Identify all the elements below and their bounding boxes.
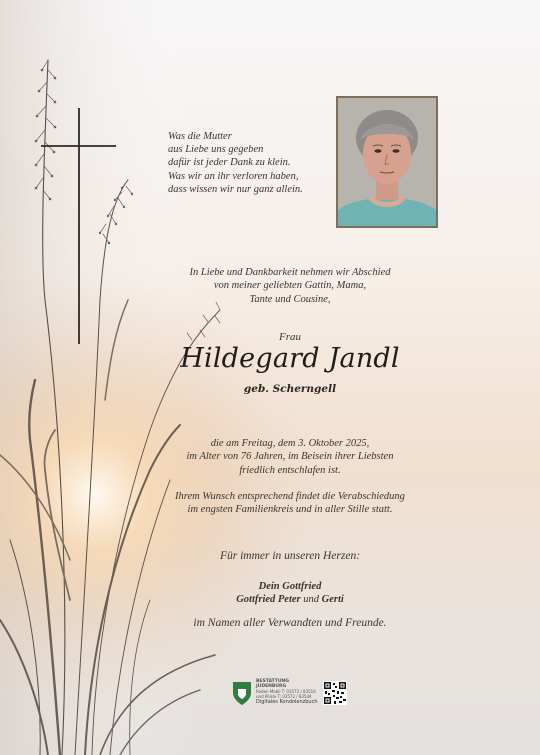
title-prefix: Frau	[279, 331, 301, 343]
portrait-image	[338, 98, 436, 226]
funeral-home-phone-1: Roden Mobil T: 03572 / 83516	[256, 689, 316, 694]
death-line: friedlich entschlafen ist.	[239, 464, 341, 476]
poem	[168, 130, 338, 196]
death-line: im Alter von 76 Jahren, im Beisein ihrer Liebsten	[186, 451, 394, 463]
farewell-line: im engsten Familienkreis und in aller Stille statt.	[187, 504, 393, 516]
intro-line: Tante und Cousine,	[249, 293, 331, 305]
signatures	[120, 580, 460, 607]
farewell-line: Ihrem Wunsch entsprechend findet die Verabschiedung	[175, 491, 405, 502]
qr-code-icon[interactable]	[323, 681, 347, 705]
relatives-line: im Namen aller Verwandten und Freunde.	[193, 617, 387, 629]
condolence-book-link[interactable]: Digitales Kondolenzbuch	[256, 699, 318, 705]
intro-text	[120, 266, 460, 306]
poem-line: dass wissen wir nur ganz allein.	[168, 183, 303, 195]
portrait-photo	[336, 96, 438, 228]
signature-name-a: Gottfried Peter	[236, 594, 301, 606]
birth-name: geb. Scherngell	[243, 383, 337, 395]
funeral-home-info	[256, 679, 320, 705]
signature-and: und	[303, 594, 320, 606]
death-notice	[120, 437, 460, 477]
poem-line: dafür ist jeder Dank zu klein.	[168, 157, 291, 169]
poem-line: Was die Mutter	[168, 131, 232, 142]
forever-heading: Für immer in unseren Herzen:	[219, 550, 361, 562]
signature-line-1: Dein Gottfried	[258, 581, 322, 592]
poem-line: aus Liebe uns gegeben	[168, 144, 264, 156]
death-line: die am Freitag, dem 3. Oktober 2025,	[210, 438, 370, 449]
intro-line: von meiner geliebten Gattin, Mama,	[213, 280, 367, 292]
poem-line: Was wir an ihr verloren haben,	[168, 170, 299, 182]
funeral-home-name: BESTATTUNG JUDENBURG	[256, 679, 289, 689]
funeral-home-phone-2: und Pölsle T: 03572 / 83544	[256, 694, 312, 699]
intro-line: In Liebe und Dankbarkeit nehmen wir Abschied	[189, 267, 391, 278]
farewell-info	[120, 490, 460, 517]
signature-name-b: Gerti	[321, 594, 344, 606]
deceased-name: Hildegard Jandl	[180, 343, 400, 374]
